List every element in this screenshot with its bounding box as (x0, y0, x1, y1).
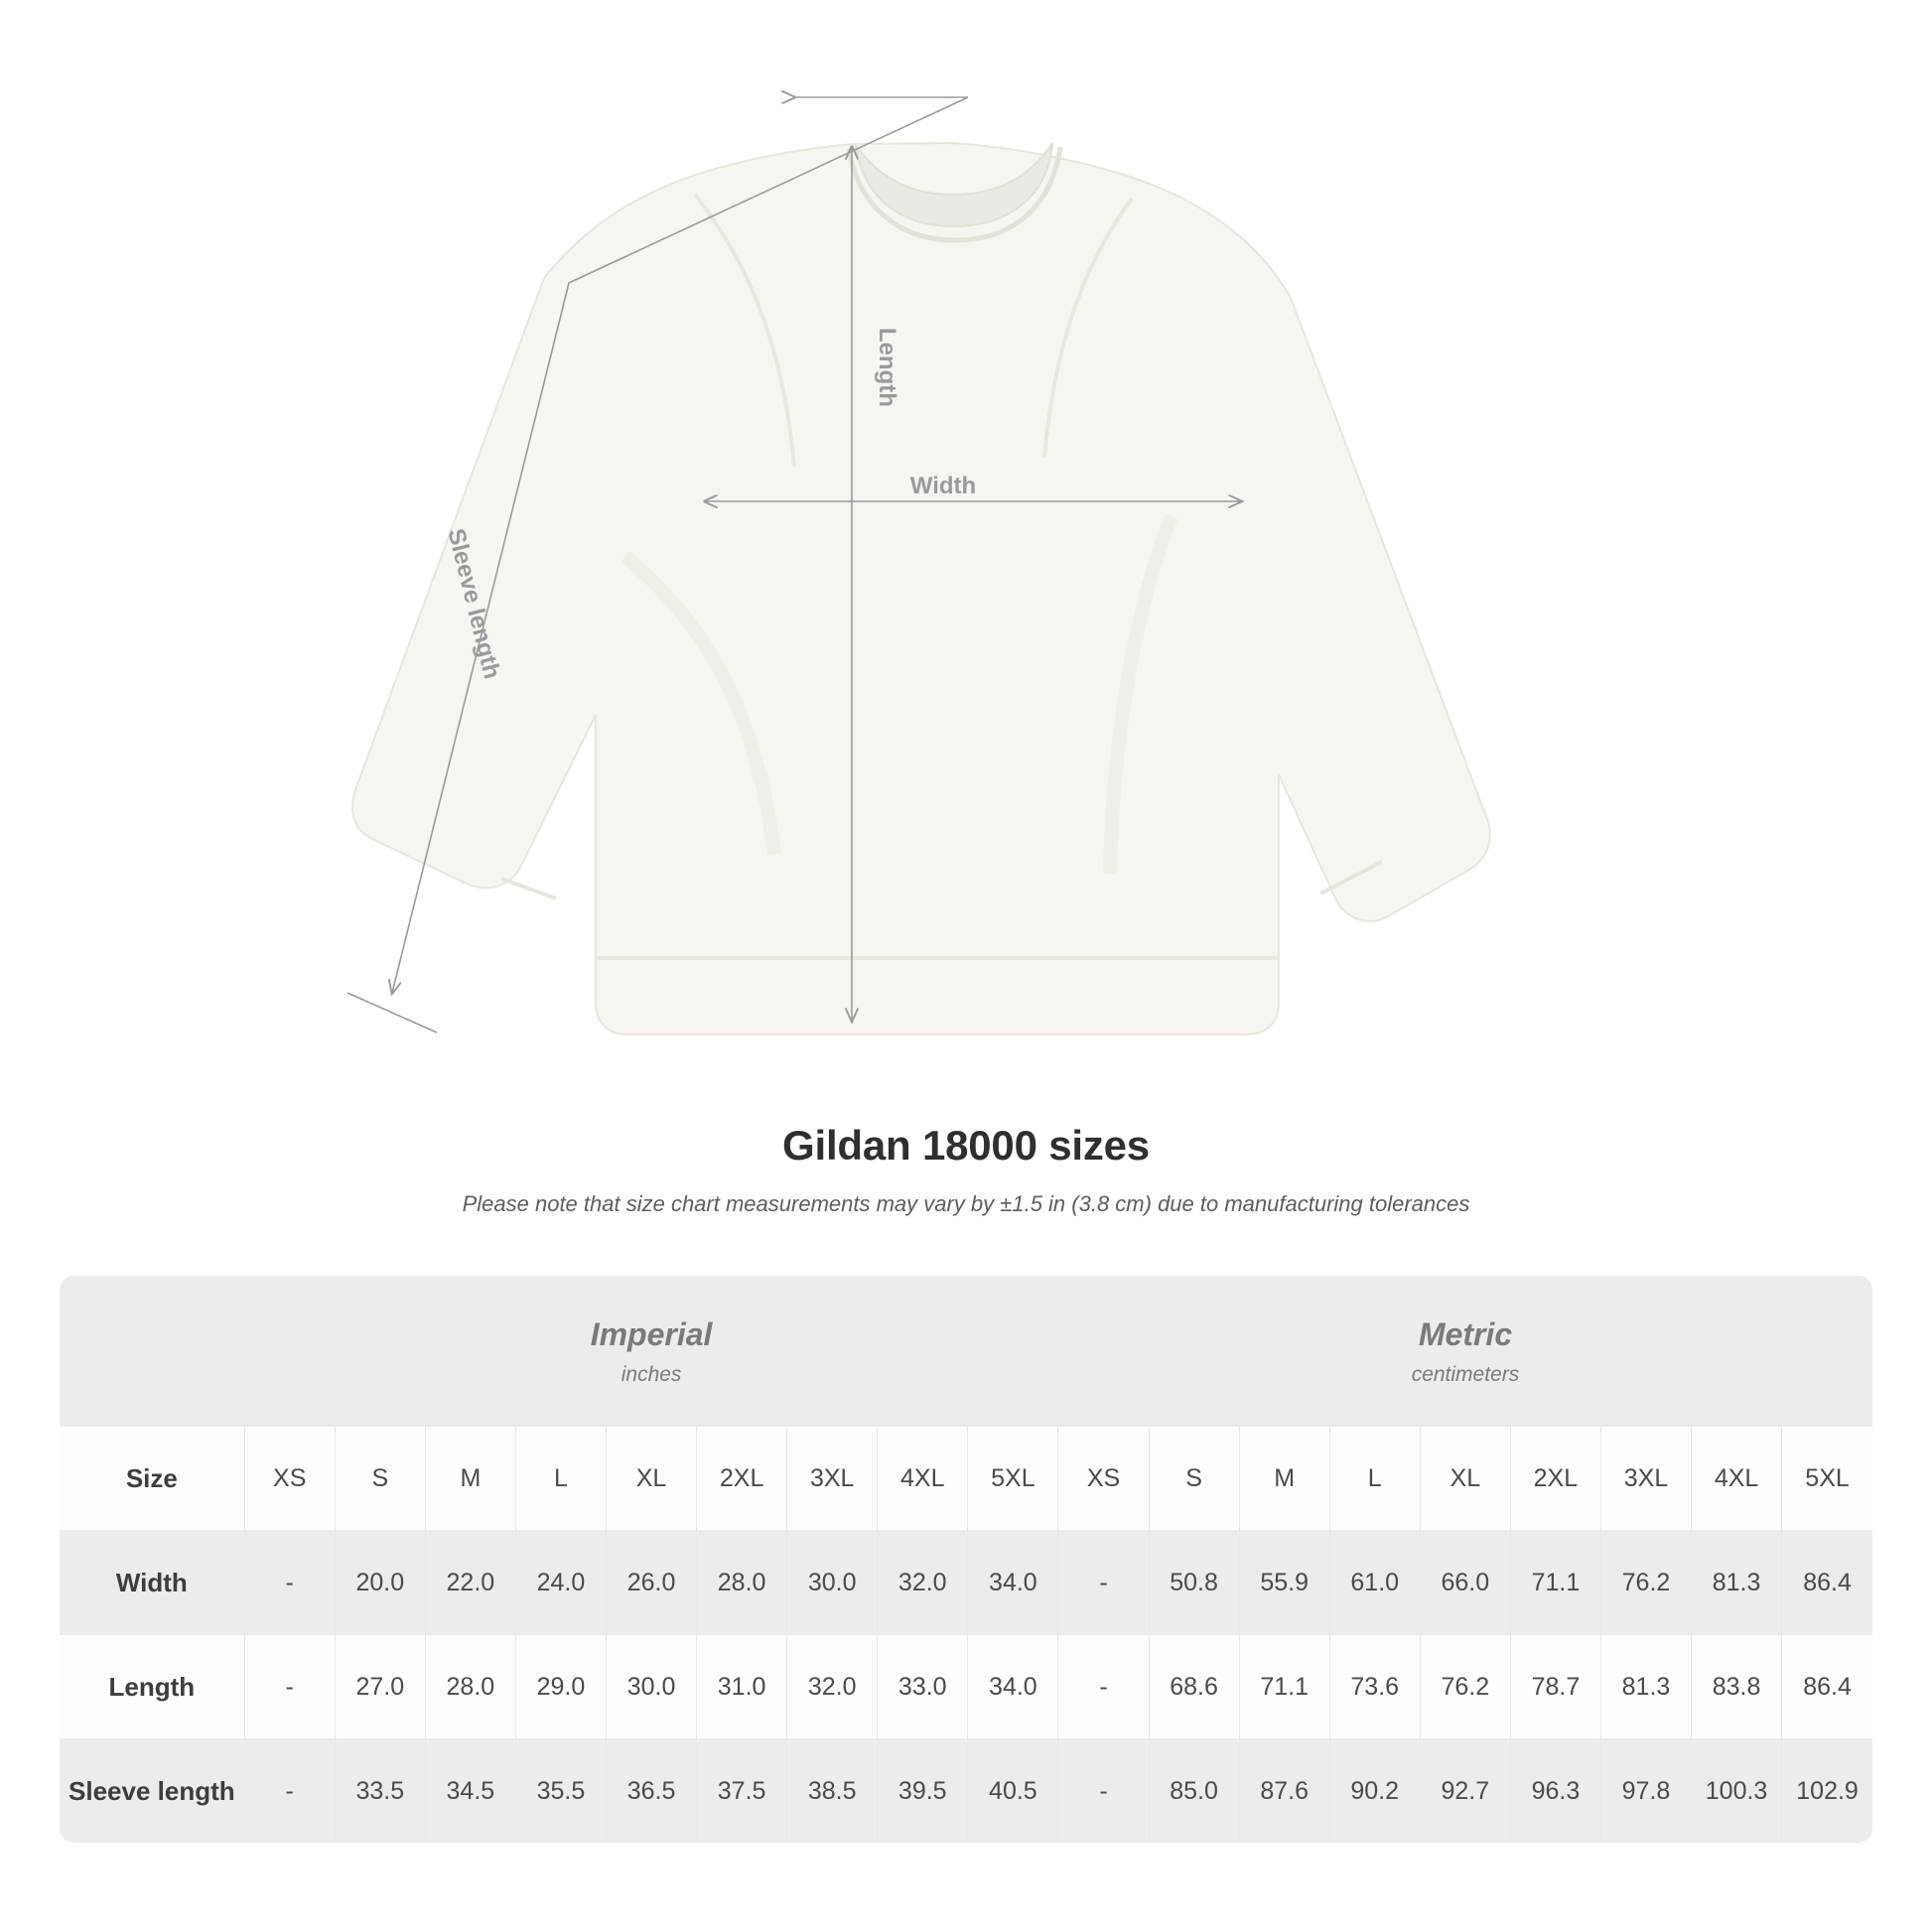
size-header-metric-m: M (1239, 1427, 1329, 1531)
size-header-metric-l: L (1329, 1427, 1420, 1531)
cell: 102.9 (1782, 1739, 1872, 1844)
cell: 24.0 (515, 1531, 606, 1635)
cell: - (1058, 1739, 1149, 1844)
cell: 86.4 (1782, 1531, 1872, 1635)
size-table-wrapper (60, 1276, 1872, 1843)
size-header-imperial-4xl: 4XL (878, 1427, 968, 1531)
size-header-row (60, 1427, 1872, 1531)
size-header-metric-s: S (1149, 1427, 1239, 1531)
unit-header-row (60, 1276, 1872, 1427)
size-header-imperial-2xl: 2XL (697, 1427, 787, 1531)
cell: 86.4 (1782, 1635, 1872, 1739)
size-header-metric-xs: XS (1058, 1427, 1149, 1531)
width-label: Width (909, 473, 977, 499)
cell: 78.7 (1510, 1635, 1600, 1739)
size-header-metric-2xl: 2XL (1510, 1427, 1600, 1531)
size-header-imperial-5xl: 5XL (968, 1427, 1058, 1531)
cell: 71.1 (1239, 1635, 1329, 1739)
row-label-sleeve-length: Sleeve length (60, 1739, 244, 1844)
cell: 31.0 (697, 1635, 787, 1739)
cell: 73.6 (1329, 1635, 1420, 1739)
cell: 34.5 (425, 1739, 515, 1844)
cell: 20.0 (335, 1531, 425, 1635)
size-header-imperial-xl: XL (606, 1427, 696, 1531)
size-label-cell: Size (60, 1427, 244, 1531)
cell: 30.0 (606, 1635, 696, 1739)
size-header-imperial-3xl: 3XL (787, 1427, 878, 1531)
table-row (60, 1531, 1872, 1635)
cell: - (1058, 1531, 1149, 1635)
title-block (0, 1122, 1932, 1217)
cell: - (244, 1739, 335, 1844)
cell: 33.0 (878, 1635, 968, 1739)
row-label-length: Length (60, 1635, 244, 1739)
cell: - (1058, 1635, 1149, 1739)
sweatshirt-shape (352, 143, 1490, 1035)
cell: 76.2 (1600, 1531, 1691, 1635)
cell: 29.0 (515, 1635, 606, 1739)
cell: 50.8 (1149, 1531, 1239, 1635)
cell: - (244, 1635, 335, 1739)
unit-header-spacer (60, 1276, 244, 1427)
table-row (60, 1739, 1872, 1844)
cell: 39.5 (878, 1739, 968, 1844)
cell: 92.7 (1420, 1739, 1510, 1844)
length-label: Length (874, 328, 900, 407)
size-header-imperial-m: M (425, 1427, 515, 1531)
cell: 97.8 (1600, 1739, 1691, 1844)
cell: 68.6 (1149, 1635, 1239, 1739)
cell: 90.2 (1329, 1739, 1420, 1844)
unit-group-imperial-sub: inches (621, 1362, 682, 1386)
cell: 22.0 (425, 1531, 515, 1635)
cell: 33.5 (335, 1739, 425, 1844)
cell: 34.0 (968, 1531, 1058, 1635)
cell: 81.3 (1600, 1635, 1691, 1739)
unit-group-metric (1058, 1276, 1872, 1427)
cell: 34.0 (968, 1635, 1058, 1739)
cell: 27.0 (335, 1635, 425, 1739)
unit-group-imperial (244, 1276, 1058, 1427)
cell: 36.5 (606, 1739, 696, 1844)
size-header-metric-4xl: 4XL (1692, 1427, 1782, 1531)
cell: 61.0 (1329, 1531, 1420, 1635)
cell: 71.1 (1510, 1531, 1600, 1635)
cell: 38.5 (787, 1739, 878, 1844)
cell: 35.5 (515, 1739, 606, 1844)
tolerance-note: Please note that size chart measurements may vary by ±1.5 in (3.8 cm) due to manufacturing tolerances (462, 1191, 1470, 1216)
cell: 37.5 (697, 1739, 787, 1844)
size-table (60, 1276, 1872, 1843)
cell: 55.9 (1239, 1531, 1329, 1635)
cell: 28.0 (697, 1531, 787, 1635)
cell: 28.0 (425, 1635, 515, 1739)
cell: - (244, 1531, 335, 1635)
unit-group-imperial-name: Imperial (590, 1315, 713, 1352)
size-header-imperial-xs: XS (244, 1427, 335, 1531)
sleeve-length-label: Sleeve length (442, 525, 506, 682)
cell: 26.0 (606, 1531, 696, 1635)
cell: 32.0 (878, 1531, 968, 1635)
cell: 66.0 (1420, 1531, 1510, 1635)
cell: 32.0 (787, 1635, 878, 1739)
unit-group-metric-sub: centimeters (1411, 1362, 1520, 1386)
page-title: Gildan 18000 sizes (782, 1122, 1150, 1169)
cell: 81.3 (1692, 1531, 1782, 1635)
cell: 76.2 (1420, 1635, 1510, 1739)
row-label-width: Width (60, 1531, 244, 1635)
size-header-metric-3xl: 3XL (1600, 1427, 1691, 1531)
size-header-metric-xl: XL (1420, 1427, 1510, 1531)
cell: 30.0 (787, 1531, 878, 1635)
table-row (60, 1635, 1872, 1739)
size-header-imperial-l: L (515, 1427, 606, 1531)
cell: 100.3 (1692, 1739, 1782, 1844)
cell: 83.8 (1692, 1635, 1782, 1739)
cell: 85.0 (1149, 1739, 1239, 1844)
unit-group-metric-name: Metric (1418, 1315, 1513, 1352)
size-header-imperial-s: S (335, 1427, 425, 1531)
cell: 40.5 (968, 1739, 1058, 1844)
cell: 96.3 (1510, 1739, 1600, 1844)
cell: 87.6 (1239, 1739, 1329, 1844)
size-header-metric-5xl: 5XL (1782, 1427, 1872, 1531)
